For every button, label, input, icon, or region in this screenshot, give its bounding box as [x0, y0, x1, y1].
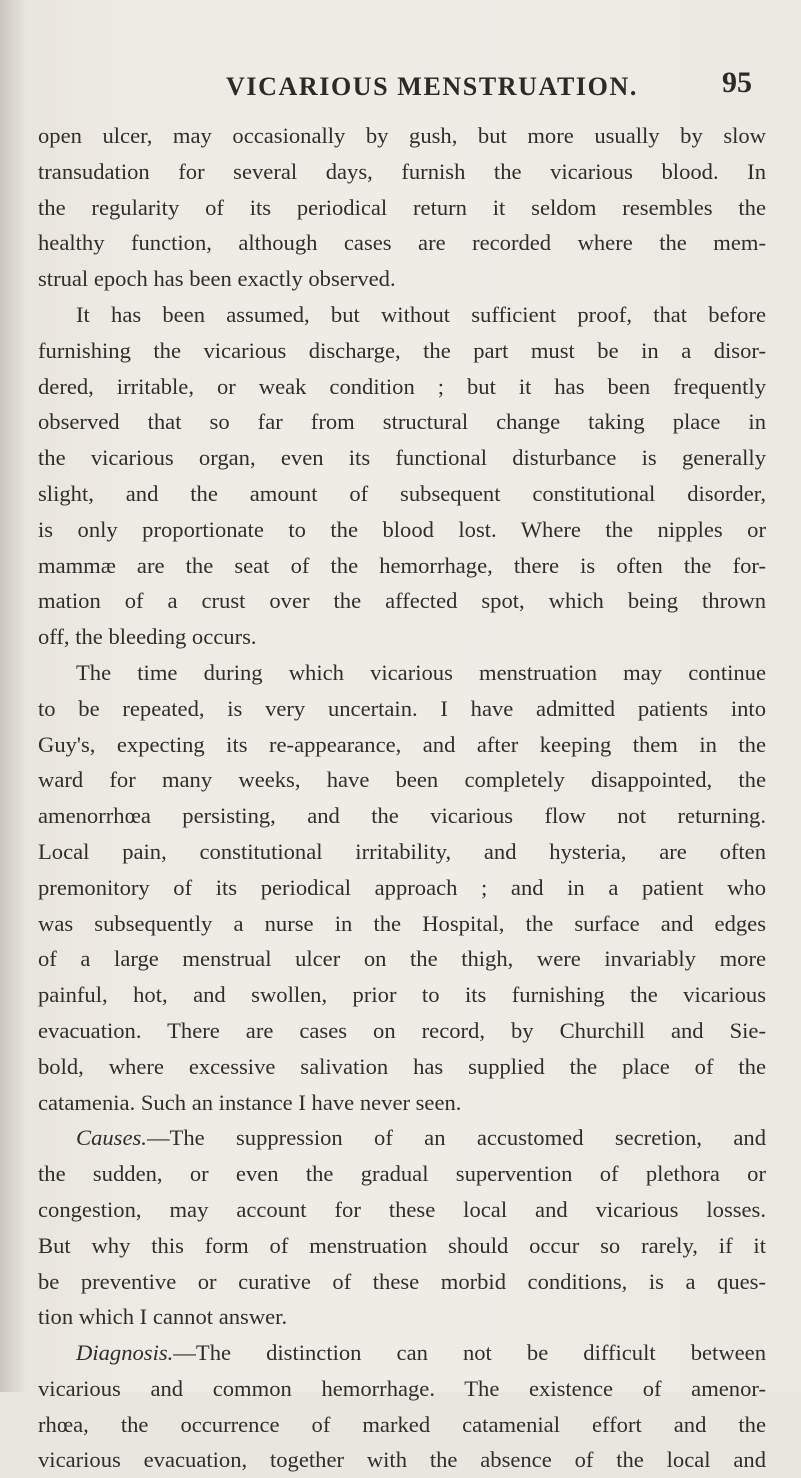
causes-paragraph-first-line — [38, 1120, 766, 1156]
text-line: vicarious and common hemorrhage. The existence of amenor- — [38, 1375, 766, 1401]
text-line: is only proportionate to the blood lost. Where the nipples or — [38, 516, 766, 542]
text-line: healthy function, although cases are recorded where the mem- — [38, 230, 766, 256]
text-line: dered, irritable, or weak condition ; but it has been frequently — [38, 373, 766, 399]
text-line: evacuation. There are cases on record, by Churchill and Sie- — [38, 1017, 766, 1043]
text-line: transudation for several days, furnish the vicarious blood. In — [38, 158, 766, 184]
text-line: rhœa, the occurrence of marked catamenial effort and the — [38, 1411, 766, 1437]
text-line: catamenia. Such an instance I have never seen. — [38, 1089, 462, 1115]
text-line: off, the bleeding occurs. — [38, 624, 257, 650]
diagnosis-heading: Diagnosis. — [76, 1340, 174, 1366]
text-line: premonitory of its periodical approach ; and in a patient who — [38, 874, 766, 900]
text-line: mammæ are the seat of the hemorrhage, there is often the for- — [38, 552, 766, 578]
text-line: congestion, may account for these local and vicarious losses. — [38, 1196, 766, 1222]
text-line: was subsequently a nurse in the Hospital, the surface and edges — [38, 910, 766, 936]
text-line: Guy's, expecting its re-appearance, and after keeping them in the — [38, 731, 766, 757]
text-line: ward for many weeks, have been completely disappointed, the — [38, 767, 766, 793]
text-line: mation of a crust over the affected spot, which being thrown — [38, 588, 766, 614]
text-line: But why this form of menstruation should occur so rarely, if it — [38, 1232, 766, 1258]
text-line: the sudden, or even the gradual supervention of plethora or — [38, 1161, 766, 1187]
text-line: the vicarious organ, even its functional disturbance is generally — [38, 445, 766, 471]
text-line: painful, hot, and swollen, prior to its furnishing the vicarious — [38, 982, 766, 1008]
text-line: It has been assumed, but without sufficient proof, that before — [76, 301, 766, 327]
spine-shadow — [0, 0, 26, 1392]
text-line: tion which I cannot answer. — [38, 1304, 288, 1330]
text-line: amenorrhœa persisting, and the vicarious flow not returning. — [38, 803, 766, 829]
text-line: Local pain, constitutional irritability, and hysteria, are often — [38, 838, 766, 864]
running-head — [40, 66, 760, 106]
body-text — [38, 118, 766, 1478]
diagnosis-text: —The distinction can not be difficult between — [173, 1340, 766, 1366]
text-line: The time during which vicarious menstruation may continue — [76, 659, 766, 685]
running-title: VICARIOUS MENSTRUATION. — [226, 72, 638, 101]
text-line: slight, and the amount of subsequent constitutional disorder, — [38, 480, 766, 506]
page-number: 95 — [722, 66, 752, 99]
text-line: strual epoch has been exactly observed. — [38, 266, 396, 292]
text-line: bold, where excessive salivation has supplied the place of the — [38, 1053, 766, 1079]
text-line: be preventive or curative of these morbid conditions, is a ques- — [38, 1268, 766, 1294]
causes-heading: Causes. — [76, 1125, 147, 1151]
causes-text: —The suppression of an accustomed secretion, and — [146, 1125, 766, 1151]
text-line: vicarious evacuation, together with the absence of the local and — [38, 1447, 766, 1473]
text-line: to be repeated, is very uncertain. I have admitted patients into — [38, 695, 766, 721]
text-line: furnishing the vicarious discharge, the part must be in a disor- — [38, 337, 766, 363]
text-line: the regularity of its periodical return it seldom resembles the — [38, 194, 766, 220]
text-line: observed that so far from structural change taking place in — [38, 409, 766, 435]
text-line: open ulcer, may occasionally by gush, but more usually by slow — [38, 123, 766, 148]
text-line: of a large menstrual ulcer on the thigh, were invariably more — [38, 946, 766, 972]
diagnosis-paragraph-first-line — [38, 1335, 766, 1371]
